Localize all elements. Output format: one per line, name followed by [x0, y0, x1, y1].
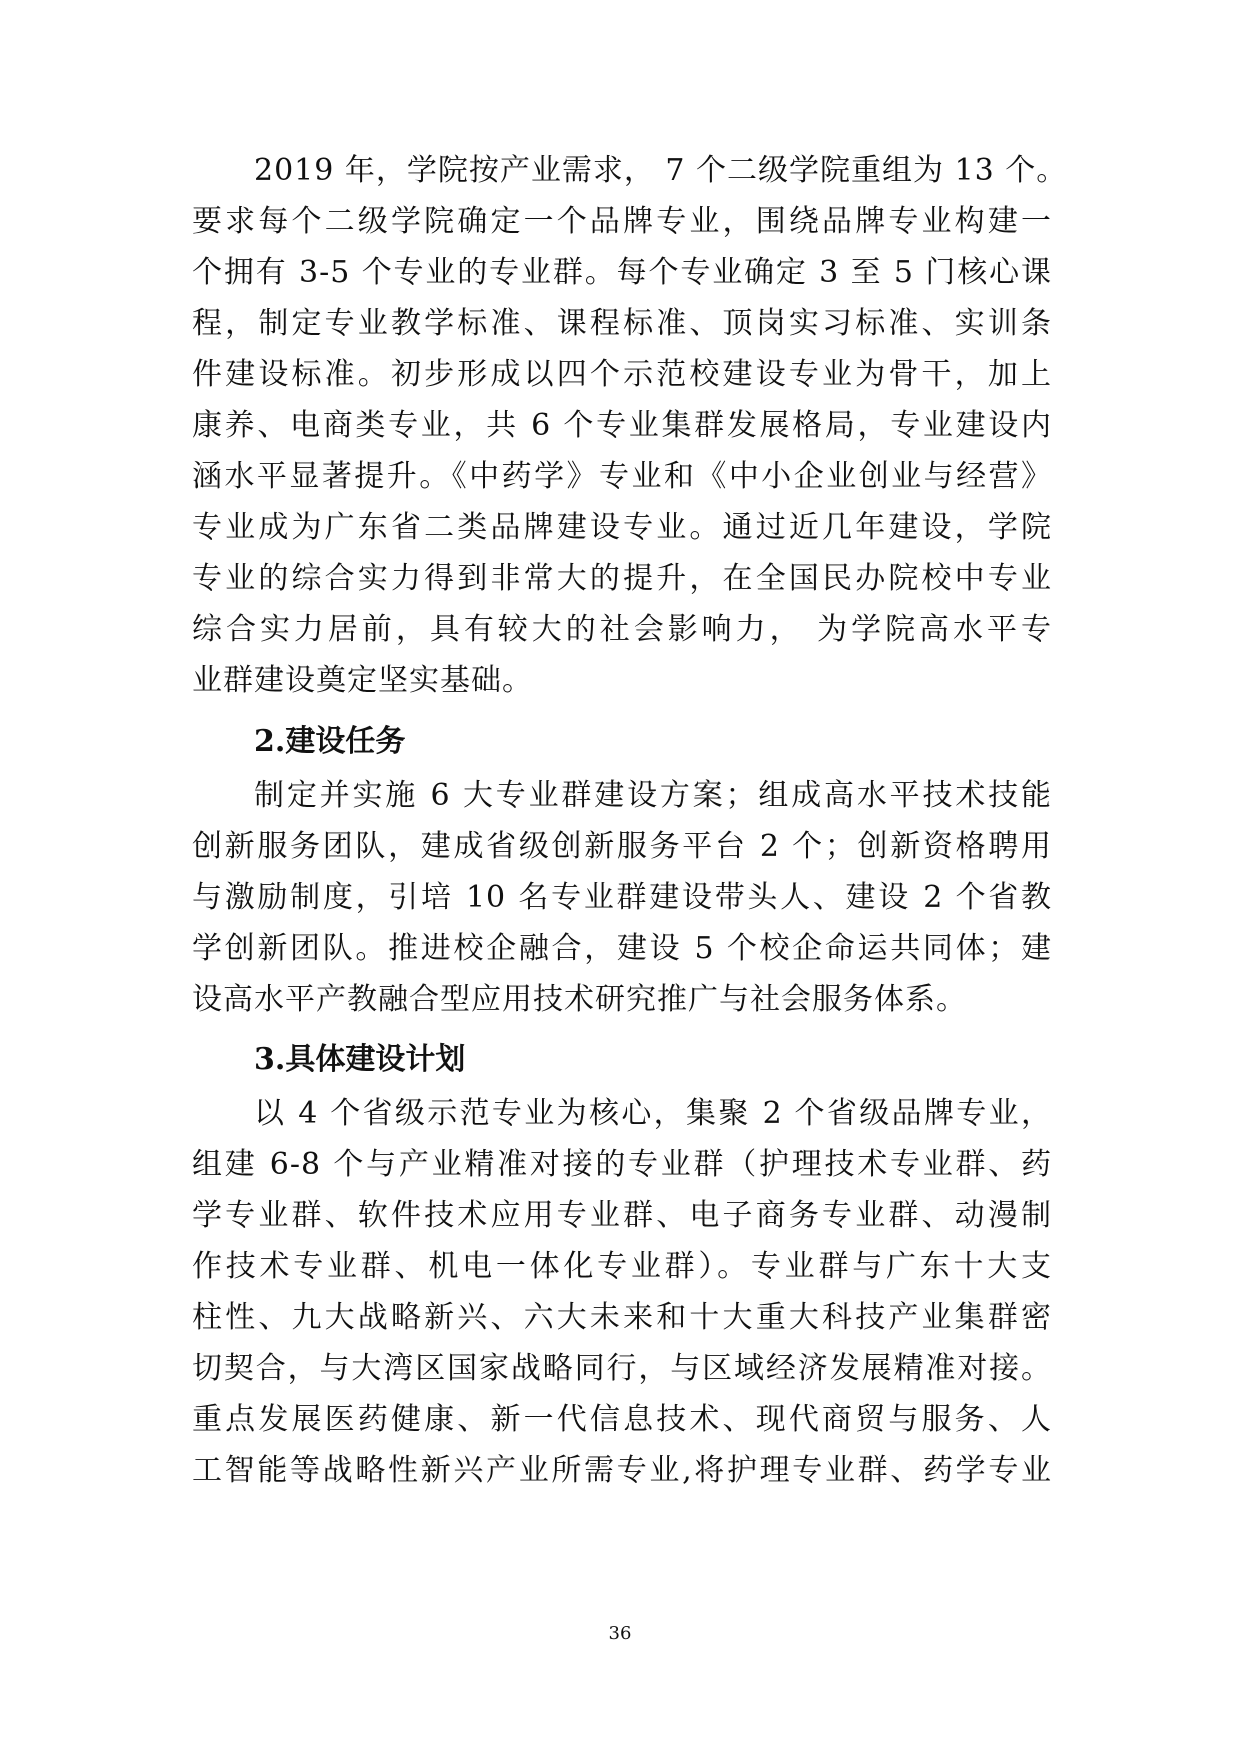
paragraph1-line-7: 涵水平显著提升。《中药学》专业和《中小企业创业与经营》 — [192, 459, 1052, 494]
paragraph1-line-6: 康养、电商类专业，共 6 个专业集群发展格局，专业建设内 — [192, 408, 1052, 443]
paragraph3-line-5: 柱性、九大战略新兴、六大未来和十大重大科技产业集群密 — [192, 1300, 1052, 1335]
page-number: 36 — [608, 1623, 632, 1644]
paragraph1-line-4: 程，制定专业教学标准、课程标准、顶岗实习标准、实训条 — [192, 306, 1052, 341]
paragraph3-line-2: 组建 6-8 个与产业精准对接的专业群（护理技术专业群、药 — [192, 1147, 1052, 1182]
paragraph2-line-2: 创新服务团队，建成省级创新服务平台 2 个；创新资格聘用 — [192, 829, 1052, 864]
section-heading-construction-plan: 3.具体建设计划 — [254, 1042, 466, 1077]
paragraph2-line-1: 制定并实施 6 大专业群建设方案；组成高水平技术技能 — [254, 778, 1052, 813]
paragraph3-line-3: 学专业群、软件技术应用专业群、电子商务专业群、动漫制 — [192, 1198, 1052, 1233]
paragraph1-line-5: 件建设标准。初步形成以四个示范校建设专业为骨干，加上 — [192, 357, 1052, 392]
paragraph1-line-1: 2019 年，学院按产业需求， 7 个二级学院重组为 13 个。 — [254, 153, 1068, 188]
paragraph2-line-4: 学创新团队。推进校企融合，建设 5 个校企命运共同体；建 — [192, 931, 1052, 966]
paragraph3-line-7: 重点发展医药健康、新一代信息技术、现代商贸与服务、人 — [192, 1402, 1052, 1437]
paragraph3-line-8: 工智能等战略性新兴产业所需专业,将护理专业群、药学专业 — [192, 1453, 1052, 1488]
paragraph1-line-8: 专业成为广东省二类品牌建设专业。通过近几年建设，学院 — [192, 510, 1052, 545]
paragraph1-line-10: 综合实力居前，具有较大的社会影响力， 为学院高水平专 — [192, 612, 1052, 647]
paragraph3-line-1: 以 4 个省级示范专业为核心，集聚 2 个省级品牌专业， — [254, 1096, 1052, 1131]
paragraph3-line-6: 切契合，与大湾区国家战略同行，与区域经济发展精准对接。 — [192, 1351, 1052, 1386]
paragraph1-line-11: 业群建设奠定坚实基础。 — [192, 663, 533, 698]
paragraph2-line-5: 设高水平产教融合型应用技术研究推广与社会服务体系。 — [192, 982, 967, 1017]
paragraph1-line-3: 个拥有 3-5 个专业的专业群。每个专业确定 3 至 5 门核心课 — [192, 255, 1052, 290]
paragraph3-line-4: 作技术专业群、机电一体化专业群）。专业群与广东十大支 — [192, 1249, 1052, 1284]
paragraph2-line-3: 与激励制度，引培 10 名专业群建设带头人、建设 2 个省教 — [192, 880, 1052, 915]
section-heading-construction-tasks: 2.建设任务 — [254, 724, 406, 759]
paragraph1-line-2: 要求每个二级学院确定一个品牌专业，围绕品牌专业构建一 — [192, 204, 1052, 239]
paragraph1-line-9: 专业的综合实力得到非常大的提升，在全国民办院校中专业 — [192, 561, 1052, 596]
